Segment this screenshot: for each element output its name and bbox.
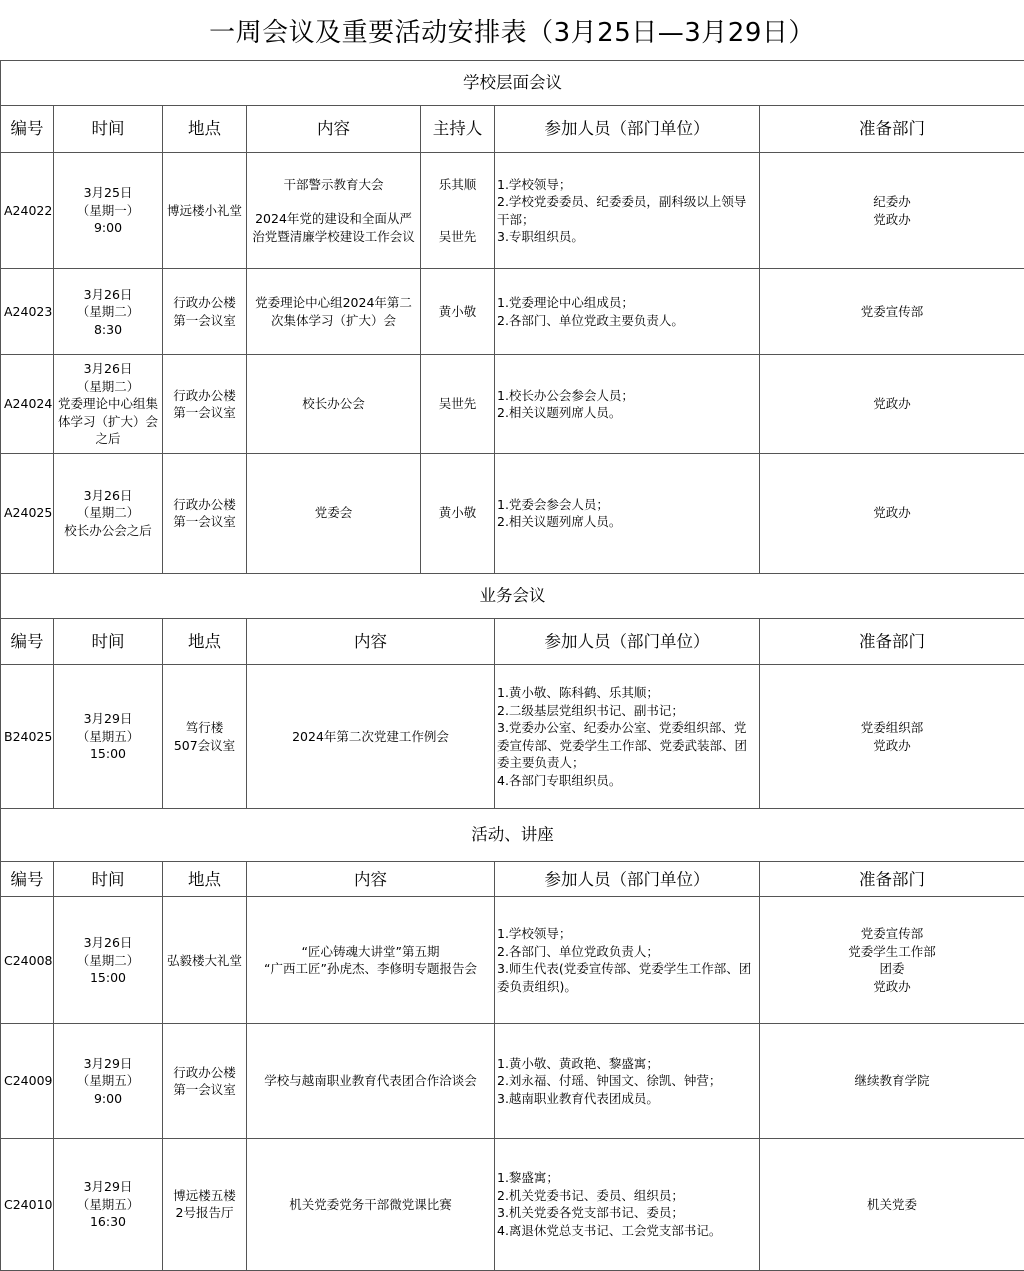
section-title: 活动、讲座 xyxy=(1,809,1024,862)
cell-prep: 党委组织部 党政办 xyxy=(760,664,1024,808)
table-row xyxy=(1,453,1024,573)
cell-content: 干部警示教育大会 2024年党的建设和全面从严治党暨清廉学校建设工作会议 xyxy=(247,153,421,269)
header-id: 编号 xyxy=(1,862,54,897)
header-attendees: 参加人员（部门单位） xyxy=(495,862,760,897)
header-place: 地点 xyxy=(163,106,247,153)
cell-place: 行政办公楼 第一会议室 xyxy=(163,453,247,573)
cell-content: 党委理论中心组2024年第二次集体学习（扩大）会 xyxy=(247,269,421,355)
cell-place: 行政办公楼 第一会议室 xyxy=(163,269,247,355)
cell-host: 吴世先 xyxy=(421,355,495,453)
cell-time: 3月26日 （星期二） 8:30 xyxy=(54,269,163,355)
cell-id: B24025 xyxy=(1,664,54,808)
cell-content: “匠心铸魂大讲堂”第五期 “广西工匠”孙虎杰、李修明专题报告会 xyxy=(247,897,495,1024)
cell-time: 3月29日 （星期五） 16:30 xyxy=(54,1138,163,1270)
cell-attendees: 1.党委会参会人员； 2.相关议题列席人员。 xyxy=(495,453,760,573)
cell-attendees: 1.学校领导； 2.各部门、单位党政负责人； 3.师生代表(党委宣传部、党委学生工作部、团委负责组织)。 xyxy=(495,897,760,1024)
header-prep: 准备部门 xyxy=(760,618,1024,664)
cell-content: 党委会 xyxy=(247,453,421,573)
cell-time: 3月25日 （星期一） 9:00 xyxy=(54,153,163,269)
cell-attendees: 1.校长办公会参会人员； 2.相关议题列席人员。 xyxy=(495,355,760,453)
cell-attendees: 1.黄小敬、黄政艳、黎盛寓； 2.刘永福、付瑶、钟国文、徐凯、钟营； 3.越南职业教育代表团成员。 xyxy=(495,1024,760,1138)
cell-prep: 纪委办 党政办 xyxy=(760,153,1024,269)
column-header-row xyxy=(1,862,1024,897)
header-prep: 准备部门 xyxy=(760,862,1024,897)
cell-attendees: 1.黄小敬、陈科鹤、乐其顺； 2.二级基层党组织书记、副书记； 3.党委办公室、纪委办公室、党委组织部、党委宣传部、党委学生工作部、党委武装部、团委主要负责人； 4.各部门专职组织员。 xyxy=(495,664,760,808)
page-title: 一周会议及重要活动安排表（3月25日—3月29日） xyxy=(209,17,815,48)
header-content: 内容 xyxy=(247,862,495,897)
cell-time: 3月26日 （星期二） 15:00 xyxy=(54,897,163,1024)
column-header-row xyxy=(1,618,1024,664)
table-row xyxy=(1,1138,1024,1270)
cell-time: 3月29日 （星期五） 15:00 xyxy=(54,664,163,808)
header-time: 时间 xyxy=(54,106,163,153)
cell-attendees: 1.黎盛寓； 2.机关党委书记、委员、组织员； 3.机关党委各党支部书记、委员； 4.离退休党总支书记、工会党支部书记。 xyxy=(495,1138,760,1270)
table-row xyxy=(1,1024,1024,1138)
cell-prep: 党委宣传部 党委学生工作部 团委 党政办 xyxy=(760,897,1024,1024)
header-time: 时间 xyxy=(54,618,163,664)
cell-content: 校长办公会 xyxy=(247,355,421,453)
header-host: 主持人 xyxy=(421,106,495,153)
section-header-row xyxy=(1,61,1024,106)
cell-host: 黄小敬 xyxy=(421,269,495,355)
cell-content: 学校与越南职业教育代表团合作洽谈会 xyxy=(247,1024,495,1138)
header-place: 地点 xyxy=(163,618,247,664)
section-header-row xyxy=(1,809,1024,862)
cell-prep: 党政办 xyxy=(760,355,1024,453)
header-content: 内容 xyxy=(247,106,421,153)
section-header-row xyxy=(1,573,1024,618)
column-header-row xyxy=(1,106,1024,153)
table-row xyxy=(1,269,1024,355)
cell-id: C24008 xyxy=(1,897,54,1024)
cell-id: A24024 xyxy=(1,355,54,453)
cell-prep: 机关党委 xyxy=(760,1138,1024,1270)
table-row xyxy=(1,664,1024,808)
cell-id: A24025 xyxy=(1,453,54,573)
cell-host: 黄小敬 xyxy=(421,453,495,573)
cell-place: 笃行楼 507会议室 xyxy=(163,664,247,808)
header-content: 内容 xyxy=(247,618,495,664)
cell-place: 行政办公楼 第一会议室 xyxy=(163,1024,247,1138)
cell-content: 2024年第二次党建工作例会 xyxy=(247,664,495,808)
cell-host: 乐其顺 吴世先 xyxy=(421,153,495,269)
cell-id: A24023 xyxy=(1,269,54,355)
cell-time: 3月29日 （星期五） 9:00 xyxy=(54,1024,163,1138)
table-row xyxy=(1,153,1024,269)
header-attendees: 参加人员（部门单位） xyxy=(495,106,760,153)
cell-place: 行政办公楼 第一会议室 xyxy=(163,355,247,453)
table-row xyxy=(1,355,1024,453)
cell-place: 博远楼五楼 2号报告厅 xyxy=(163,1138,247,1270)
cell-place: 博远楼小礼堂 xyxy=(163,153,247,269)
header-id: 编号 xyxy=(1,618,54,664)
cell-content: 机关党委党务干部微党课比赛 xyxy=(247,1138,495,1270)
table-row xyxy=(1,897,1024,1024)
cell-id: C24009 xyxy=(1,1024,54,1138)
header-id: 编号 xyxy=(1,106,54,153)
cell-attendees: 1.党委理论中心组成员； 2.各部门、单位党政主要负责人。 xyxy=(495,269,760,355)
header-prep: 准备部门 xyxy=(760,106,1024,153)
cell-time: 3月26日 （星期二） 党委理论中心组集体学习（扩大）会之后 xyxy=(54,355,163,453)
header-time: 时间 xyxy=(54,862,163,897)
section-title: 业务会议 xyxy=(1,573,1024,618)
header-place: 地点 xyxy=(163,862,247,897)
cell-attendees: 1.学校领导； 2.学校党委委员、纪委委员，副科级以上领导干部； 3.专职组织员。 xyxy=(495,153,760,269)
cell-id: C24010 xyxy=(1,1138,54,1270)
cell-place: 弘毅楼大礼堂 xyxy=(163,897,247,1024)
cell-time: 3月26日 （星期二） 校长办公会之后 xyxy=(54,453,163,573)
cell-id: A24022 xyxy=(1,153,54,269)
cell-prep: 党委宣传部 xyxy=(760,269,1024,355)
cell-prep: 继续教育学院 xyxy=(760,1024,1024,1138)
schedule-table xyxy=(0,60,1024,1271)
cell-prep: 党政办 xyxy=(760,453,1024,573)
section-title: 学校层面会议 xyxy=(1,61,1024,106)
header-attendees: 参加人员（部门单位） xyxy=(495,618,760,664)
